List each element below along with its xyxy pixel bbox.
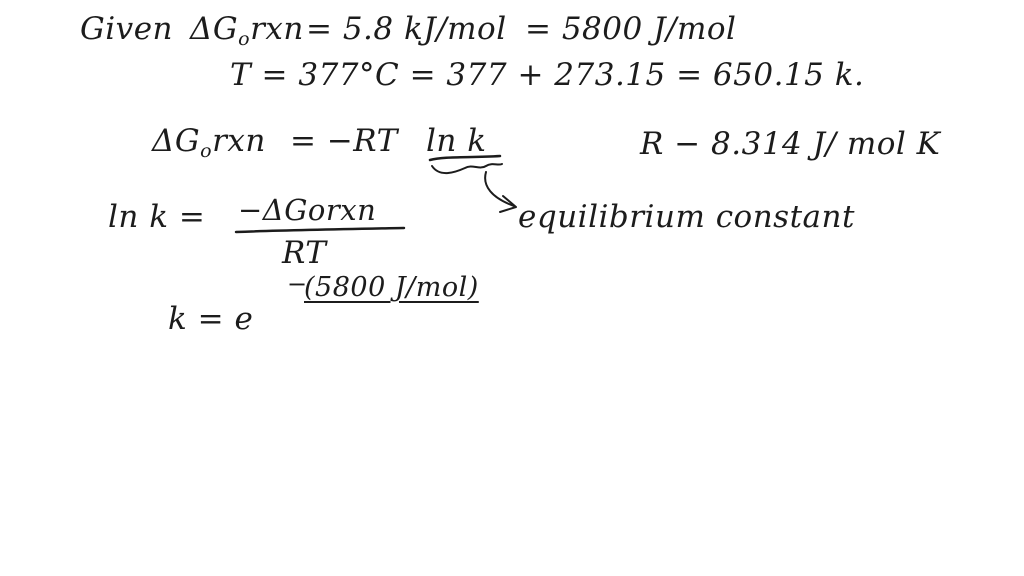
exponent-sign: − — [287, 270, 308, 298]
delta-g-value-j: = 5800 J/mol — [525, 11, 737, 47]
given-label: Given — [80, 11, 174, 47]
arrow-stroke — [485, 172, 514, 206]
exponent-numerator: (5800 J/mol) — [304, 272, 479, 303]
gibbs-equation-rhs: = −RT — [290, 123, 398, 159]
fraction-denominator: RT — [282, 235, 327, 271]
arrow-head-stroke — [500, 196, 516, 212]
lnk-brace-stroke — [432, 164, 502, 173]
k-lhs: k = e — [168, 301, 254, 337]
delta-g-value-kj: = 5.8 kJ/mol — [306, 11, 507, 47]
temperature-conversion: T = 377°C = 377 + 273.15 = 650.15 k. — [230, 57, 865, 93]
fraction-numerator: −ΔGorxn — [238, 193, 377, 227]
gas-constant: R − 8.314 J/ mol K — [640, 126, 941, 162]
equilibrium-constant-annotation: equilibrium constant — [518, 199, 855, 235]
delta-g-rxn-symbol: $\Delta G_orxn$ — [190, 11, 304, 50]
ln-k-lhs: ln k = — [108, 199, 206, 235]
ln-k-term: ln k — [426, 123, 487, 159]
fraction-bar-stroke — [236, 228, 404, 232]
gibbs-equation-lhs: $\Delta G_orxn$ — [152, 123, 266, 162]
